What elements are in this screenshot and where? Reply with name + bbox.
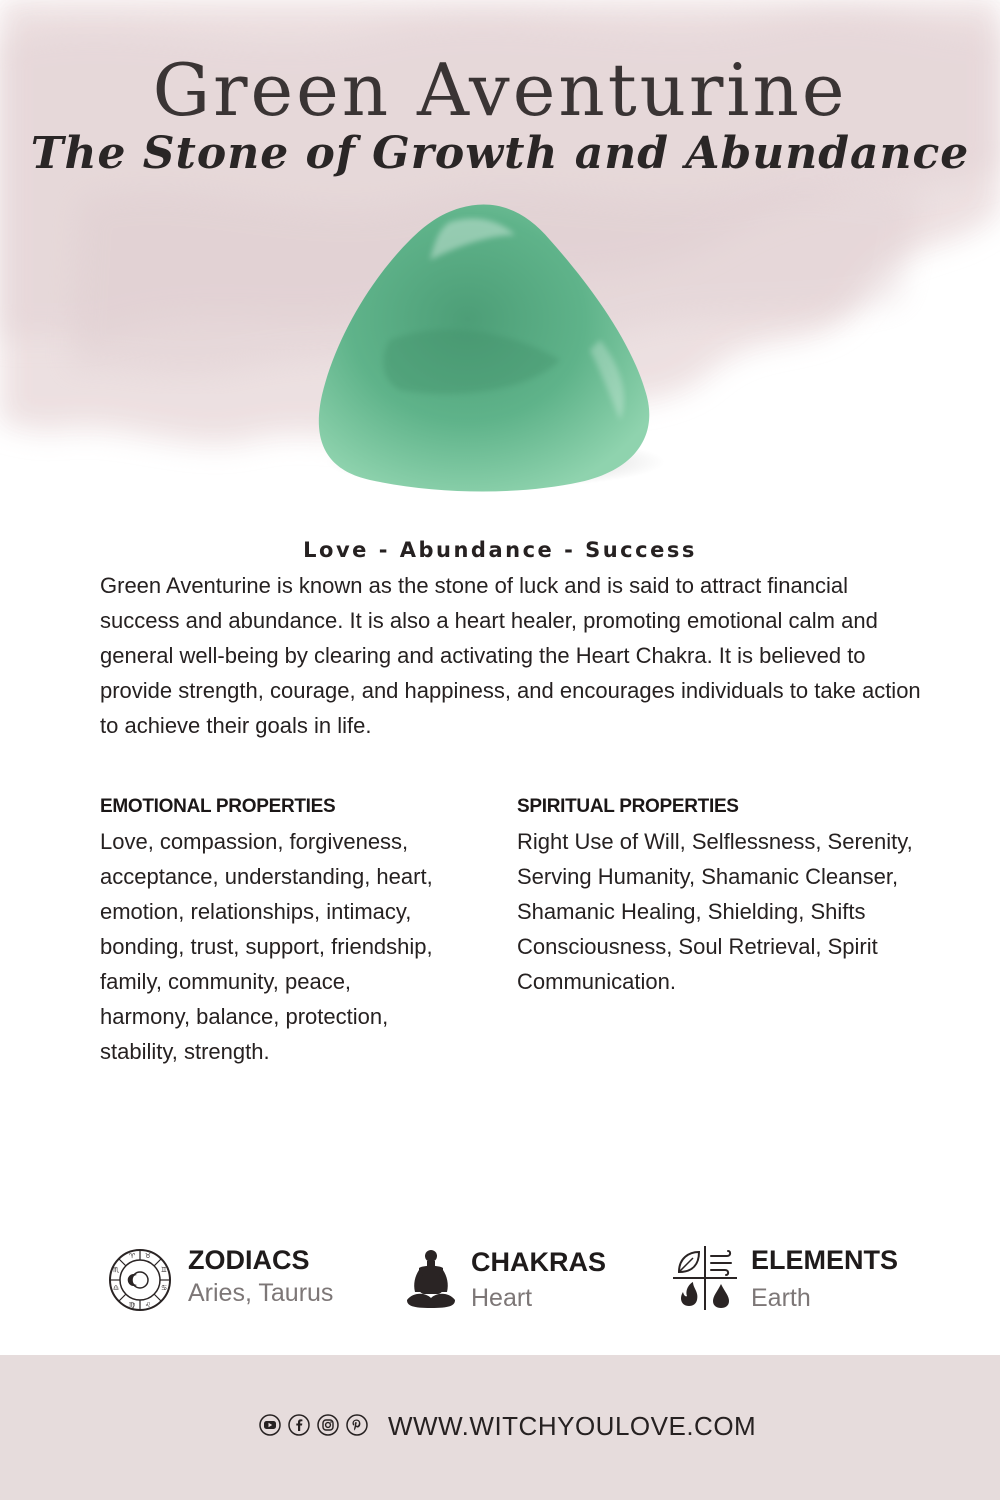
svg-text:♉: ♉: [144, 1252, 152, 1260]
elements-icon: [673, 1246, 737, 1312]
footer: [0, 1355, 1000, 1500]
svg-text:♊: ♊: [160, 1266, 168, 1274]
zodiacs-value: Aries, Taurus: [188, 1279, 334, 1307]
meditation-icon: [405, 1248, 457, 1312]
elements-label: ELEMENTS: [751, 1245, 899, 1275]
youtube-icon[interactable]: [259, 1414, 281, 1436]
zodiac-wheel-icon: [108, 1248, 172, 1312]
svg-text:♌: ♌: [144, 1301, 152, 1309]
elements-info: [673, 1240, 933, 1320]
facebook-icon[interactable]: [288, 1414, 310, 1436]
chakras-label: CHAKRAS: [471, 1247, 606, 1277]
page-title: Green Aventurine: [152, 48, 848, 132]
svg-text:♏: ♏: [112, 1266, 120, 1274]
website-link[interactable]: WWW.WITCHYOULOVE.COM: [388, 1411, 757, 1441]
svg-text:♎: ♎: [112, 1284, 120, 1292]
tagline: Love - Abundance - Success: [303, 538, 697, 562]
description: Green Aventurine is known as the stone of luck and is said to attract financial success and abundance. It is also a heart healer, promoting emotional calm and general well-being by clearing and activating the Heart Chakra. It is believed to provide strength, courage, and happiness, and encourages individuals to take action to achieve their goals in life.: [100, 573, 921, 738]
spiritual-text: Right Use of Will, Selflessness, Serenity, Serving Humanity, Shamanic Cleanser, Shamanic Healing, Shielding, Shifts Consciousness, Soul Retrieval, Spirit Communication.: [517, 829, 913, 994]
svg-text:♋: ♋: [160, 1284, 168, 1292]
page-subtitle: The Stone of Growth and Abundance: [30, 128, 970, 179]
pinterest-icon[interactable]: [346, 1414, 368, 1436]
zodiacs-info: [108, 1240, 368, 1320]
instagram-icon[interactable]: [317, 1414, 339, 1436]
emotional-text: Love, compassion, forgiveness, acceptance, understanding, heart, emotion, relationships, intimacy, bonding, trust, support, friendship, family, community, peace, harmony, balance, protection, stability, strength.: [100, 829, 433, 1064]
emotional-heading: EMOTIONAL PROPERTIES: [100, 796, 336, 817]
svg-text:♈: ♈: [128, 1252, 136, 1260]
zodiacs-label: ZODIACS: [188, 1245, 310, 1275]
spiritual-heading: SPIRITUAL PROPERTIES: [517, 796, 739, 817]
chakras-info: [405, 1240, 625, 1320]
stone-image: [300, 190, 680, 510]
elements-value: Earth: [751, 1284, 811, 1312]
chakras-value: Heart: [471, 1284, 533, 1312]
spiritual-properties: [517, 796, 947, 999]
svg-text:♍: ♍: [128, 1301, 136, 1309]
emotional-properties: [100, 796, 440, 1069]
